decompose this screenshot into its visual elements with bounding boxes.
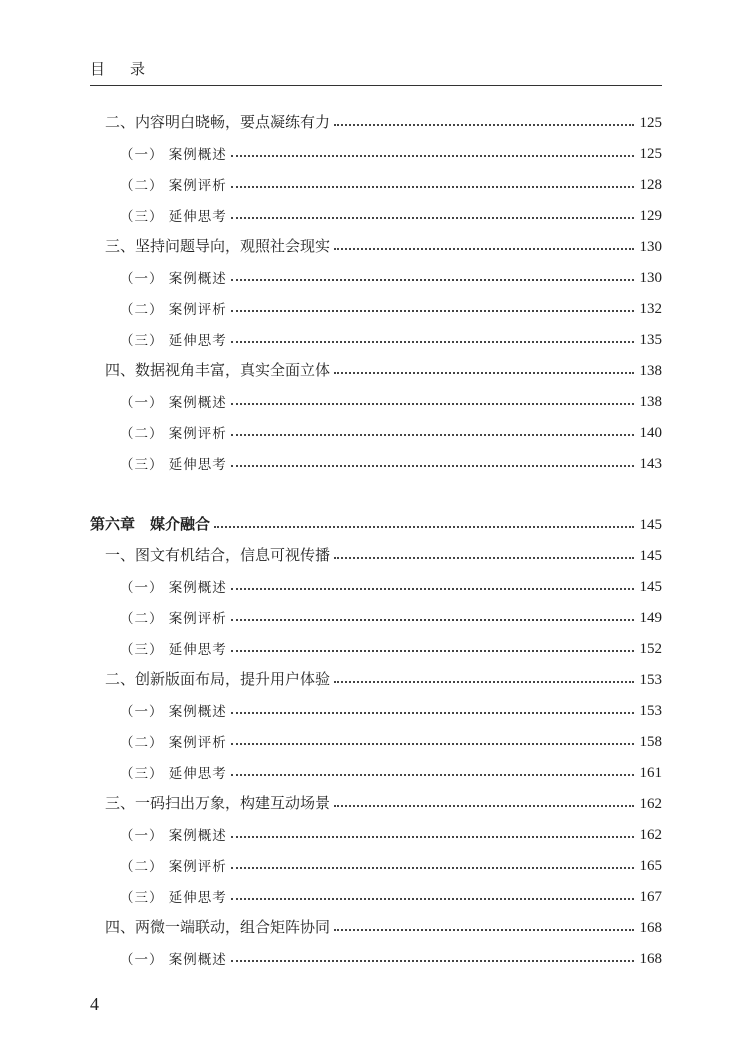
toc-entry-title: （一） 案例概述	[120, 147, 227, 163]
toc-entry-title: 第六章 媒介融合	[90, 515, 211, 533]
toc-entry-page: 152	[639, 641, 662, 657]
toc-entry-title: （三） 延伸思考	[120, 642, 227, 658]
toc-entry-title: （三） 延伸思考	[120, 890, 227, 906]
dot-leader	[231, 310, 634, 312]
toc-entry[interactable]	[105, 356, 662, 380]
toc-entry-title: （二） 案例评析	[120, 178, 227, 194]
dot-leader	[231, 774, 634, 776]
dot-leader	[231, 650, 634, 652]
toc-entry-page: 162	[639, 827, 662, 843]
toc-entry-title: （二） 案例评析	[120, 735, 227, 751]
toc-entry-title: （二） 案例评析	[120, 611, 227, 627]
toc-entry[interactable]	[105, 789, 662, 813]
toc-entry[interactable]	[120, 263, 662, 287]
toc-entry[interactable]	[120, 727, 662, 751]
dot-leader	[231, 743, 634, 745]
dot-leader	[231, 588, 634, 590]
toc-entry-page: 145	[639, 579, 662, 595]
toc-entry-title: 二、创新版面布局，提升用户体验	[105, 670, 331, 688]
toc-entry-page: 168	[639, 920, 662, 936]
dot-leader	[231, 836, 634, 838]
page-number: 4	[90, 994, 99, 1014]
toc-entry-page: 138	[639, 394, 662, 410]
toc-entry[interactable]	[120, 170, 662, 194]
toc-entry-title: （一） 案例概述	[120, 952, 227, 968]
toc-entry-page: 167	[639, 889, 662, 905]
dot-leader	[334, 681, 633, 683]
dot-leader	[231, 186, 634, 188]
header-char-1: 目	[90, 60, 106, 78]
toc-entry-page: 161	[639, 765, 662, 781]
toc-entry[interactable]	[120, 387, 662, 411]
dot-leader	[334, 929, 633, 931]
dot-leader	[334, 557, 633, 559]
toc-entry[interactable]	[120, 603, 662, 627]
toc-entry-page: 135	[639, 332, 662, 348]
toc-entry[interactable]	[120, 851, 662, 875]
toc-entry-page: 125	[639, 115, 662, 131]
toc-entry-title: （一） 案例概述	[120, 580, 227, 596]
toc-entry[interactable]	[120, 449, 662, 473]
toc-entry[interactable]	[105, 913, 662, 937]
toc-entry-title: 二、内容明白晓畅，要点凝练有力	[105, 113, 331, 131]
toc-entry[interactable]	[120, 696, 662, 720]
toc-entry-page: 138	[639, 363, 662, 379]
toc-entry-page: 145	[639, 548, 662, 564]
toc-entry-title: 四、数据视角丰富，真实全面立体	[105, 361, 331, 379]
toc-chapter-entry[interactable]	[90, 510, 662, 534]
dot-leader	[334, 124, 633, 126]
dot-leader	[231, 279, 634, 281]
toc-entry-title: （一） 案例概述	[120, 395, 227, 411]
dot-leader	[231, 403, 634, 405]
toc-entry-page: 132	[639, 301, 662, 317]
toc-entry-page: 153	[639, 703, 662, 719]
toc-entry-title: 三、坚持问题导向，观照社会现实	[105, 237, 331, 255]
toc-entry-title: （二） 案例评析	[120, 859, 227, 875]
toc-entry[interactable]	[120, 944, 662, 968]
header-char-2: 录	[130, 60, 146, 78]
toc-entry-page: 129	[639, 208, 662, 224]
toc-entry[interactable]	[120, 758, 662, 782]
dot-leader	[231, 867, 634, 869]
toc-entry-page: 153	[639, 672, 662, 688]
toc-entry-page: 125	[639, 146, 662, 162]
header-rule	[90, 85, 662, 86]
toc-entry-page: 140	[639, 425, 662, 441]
toc-entry[interactable]	[105, 108, 662, 132]
toc-entry-title: （一） 案例概述	[120, 271, 227, 287]
toc-entry[interactable]	[105, 665, 662, 689]
toc-entry-page: 168	[639, 951, 662, 967]
dot-leader	[214, 526, 633, 528]
toc-entry-page: 158	[639, 734, 662, 750]
toc-entry-title: （三） 延伸思考	[120, 209, 227, 225]
dot-leader	[231, 898, 634, 900]
toc-entry-page: 145	[639, 517, 662, 533]
dot-leader	[231, 465, 634, 467]
toc-entry[interactable]	[120, 882, 662, 906]
toc-entry-title: 一、图文有机结合，信息可视传播	[105, 546, 331, 564]
dot-leader	[334, 372, 633, 374]
toc-entry-title: （三） 延伸思考	[120, 333, 227, 349]
dot-leader	[231, 960, 634, 962]
toc-entry[interactable]	[120, 418, 662, 442]
toc-entry[interactable]	[120, 325, 662, 349]
toc-entry-page: 130	[639, 239, 662, 255]
toc-entry-title: （一） 案例概述	[120, 704, 227, 720]
toc-entry-title: 三、一码扫出万象，构建互动场景	[105, 794, 331, 812]
toc-entry[interactable]	[105, 232, 662, 256]
toc-entry-title: 四、两微一端联动，组合矩阵协同	[105, 918, 331, 936]
toc-entry-page: 149	[639, 610, 662, 626]
dot-leader	[334, 805, 633, 807]
toc-entry[interactable]	[120, 294, 662, 318]
toc-entry-page: 143	[639, 456, 662, 472]
toc-entry[interactable]	[105, 541, 662, 565]
toc-entry[interactable]	[120, 139, 662, 163]
dot-leader	[231, 434, 634, 436]
toc-entry-title: （二） 案例评析	[120, 426, 227, 442]
dot-leader	[334, 248, 633, 250]
toc-entry[interactable]	[120, 201, 662, 225]
dot-leader	[231, 217, 634, 219]
toc-entry-page: 130	[639, 270, 662, 286]
toc-entry-title: （一） 案例概述	[120, 828, 227, 844]
toc-entry[interactable]	[120, 634, 662, 658]
toc-entry[interactable]	[120, 572, 662, 596]
toc-entry-page: 128	[639, 177, 662, 193]
toc-entry-page: 165	[639, 858, 662, 874]
dot-leader	[231, 619, 634, 621]
dot-leader	[231, 341, 634, 343]
toc-entry[interactable]	[120, 820, 662, 844]
dot-leader	[231, 155, 634, 157]
toc-entry-title: （三） 延伸思考	[120, 457, 227, 473]
toc-entry-page: 162	[639, 796, 662, 812]
toc-entry-title: （二） 案例评析	[120, 302, 227, 318]
toc-entry-title: （三） 延伸思考	[120, 766, 227, 782]
dot-leader	[231, 712, 634, 714]
